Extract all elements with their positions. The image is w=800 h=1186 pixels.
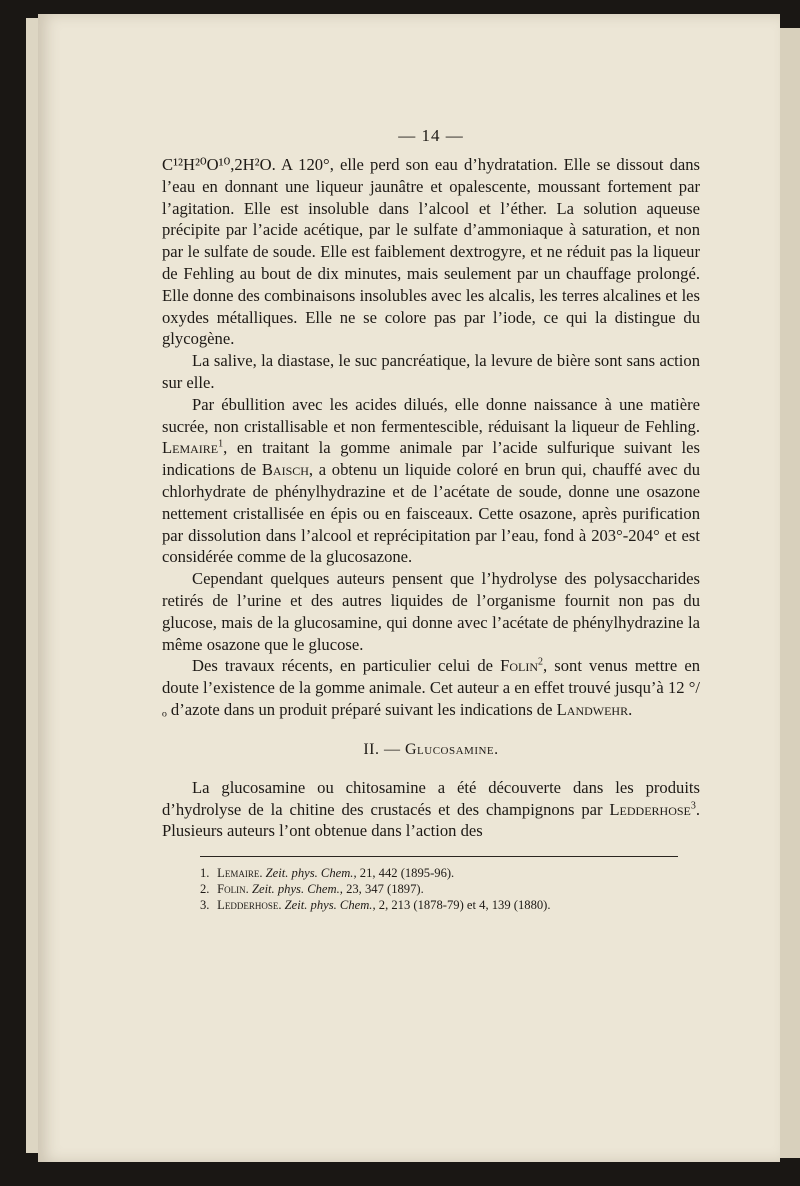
author-landwehr: Landwehr — [556, 699, 629, 719]
footnote-1 — [200, 865, 700, 881]
paragraph-1: C¹²H²⁰O¹⁰,2H²O. A 120°, elle perd son eau d’hydratation. Elle se dissout dans l’eau en donnant une liqueur jaunâtre et opalescente, moussant fortement par l’agitation. Elle est insoluble dans l’alcool et l’éther. La solution aqueuse précipite par l’acide acétique, par le sulfate d’ammoniaque à saturation, et non par le sulfate de soude. Elle est faiblement dextrogyre, et ne réduit pas la liqueur de Fehling au bout de dix minutes, mais seulement par un chauffage prolongé. Elle donne des combinaisons insolubles avec les alcalis, les terres alcalines et les oxydes métalliques. Elle ne se colore pas par l’iode, ce qui la distingue du glycogène. — [162, 155, 700, 349]
footnote-rule — [200, 856, 678, 857]
page-number: — 14 — — [398, 126, 464, 145]
footnote-ref-1: 1 — [218, 438, 224, 450]
section-title: Glucosamine. — [404, 740, 499, 758]
author-ledderhose: Ledderhose — [609, 799, 691, 819]
paragraph-3-text-c: , a obtenu un liquide coloré en brun qui, chauffé avec du chlorhydrate de phénylhydrazine et de l’acétate de soude, donne une osazone nettement cristallisée en épis ou en faisceaux. Cette osazone, après purification par dissolution dans l’alcool et reprécipitation par l’eau, fond à 203°-204° et est considérée comme de la glucosazone. — [162, 460, 700, 567]
paragraph-2: La salive, la diastase, le suc pancréatique, la levure de bière sont sans action sur elle. — [162, 351, 700, 392]
footnote-ref-3: 3 — [690, 799, 696, 811]
footnote-number: 3. — [200, 898, 210, 913]
paragraph-3 — [162, 394, 700, 568]
footnote-ref-2: 2 — [538, 656, 544, 668]
paragraph-4: Cependant quelques auteurs pensent que l’hydrolyse des polysaccharides retirés de l’urine et des autres liquides de l’organisme fournit non pas du glucose, mais de la glucosamine, qui donne avec l’acétate de phénylhydrazine la même osazone que le glucose. — [162, 569, 700, 654]
footnote-number: 1. — [200, 866, 210, 881]
author-folin: Folin — [500, 656, 539, 676]
author-lemaire: Lemaire — [162, 438, 219, 458]
footnote-reference: 23, 347 (1897). — [346, 882, 424, 897]
paragraph-5-text-b: , sont venus mettre en doute l’existence de la gomme animale. Cet auteur a en effet trouvé jusqu’à 12 °/ₒ d’azote dans un produit préparé suivant les indications de — [162, 656, 701, 719]
paragraph-5 — [162, 655, 700, 720]
footnote-author: Ledderhose. — [217, 898, 282, 913]
section-heading — [162, 741, 700, 759]
author-baisch: Baisch — [261, 460, 309, 480]
paragraph-6 — [162, 777, 700, 842]
footnote-author: Lemaire. — [217, 866, 263, 881]
paragraph-5-text-c: . — [628, 699, 633, 719]
footnote-number: 2. — [200, 882, 210, 897]
footnote-2 — [200, 881, 700, 897]
footnote-3 — [200, 897, 700, 913]
section-number: II. — — [363, 740, 401, 758]
footnote-journal: Zeit. phys. Chem., — [284, 898, 376, 913]
footnote-reference: 2, 213 (1878-79) et 4, 139 (1880). — [378, 898, 551, 913]
paragraph-3-text-b: , en traitant la gomme animale par l’acide sulfurique suivant les indications de — [162, 438, 700, 480]
paragraph-5-text-a: Des travaux récents, en particulier celui de — [192, 656, 494, 676]
footnote-reference: 21, 442 (1895-96). — [359, 866, 455, 881]
footnote-author: Folin. — [217, 882, 249, 897]
text-block — [162, 124, 700, 913]
paragraph-6-text-a: La glucosamine ou chitosamine a été découverte dans les produits d’hydrolyse de la chitine des crustacés et des champignons par — [162, 777, 700, 819]
footnote-journal: Zeit. phys. Chem., — [265, 866, 357, 881]
paragraph-6-text-b: . Plusieurs auteurs l’ont obtenue dans l’action des — [162, 799, 701, 841]
footnote-journal: Zeit. phys. Chem., — [251, 882, 343, 897]
paragraph-3-text-a: Par ébullition avec les acides dilués, elle donne naissance à une matière sucrée, non cristallisable et non fermentescible, réduisant la liqueur de Fehling. — [162, 394, 700, 436]
